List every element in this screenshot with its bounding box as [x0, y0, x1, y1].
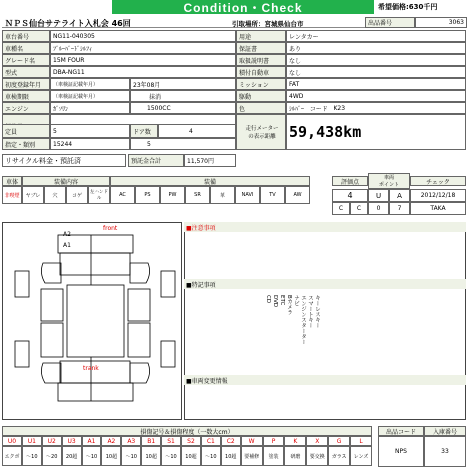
check-date: 2012/12/18: [420, 192, 456, 199]
legend-desc-item: 塗装: [268, 453, 279, 460]
color: ｼﾙﾊﾞｰ: [289, 105, 305, 113]
legend-code: C1: [206, 437, 215, 445]
legend-code: U3: [67, 437, 76, 445]
legend-desc-item: ～10: [85, 453, 98, 460]
first-reg: 23年08月: [133, 81, 161, 89]
lot-code-label: 出品コード: [385, 428, 416, 436]
option-item: スマートキー: [307, 295, 313, 328]
spec-label: エンジン: [5, 105, 29, 113]
eq-item: 左ハンドル: [90, 190, 108, 201]
legend-desc-item: 10超: [225, 453, 237, 460]
notes-panel: [184, 222, 466, 420]
legend-desc-item: レンズ: [353, 453, 369, 460]
equipment-row: [2, 186, 310, 204]
spec-label: 積付自動車: [239, 69, 270, 77]
recycle-fee-label: 預託金合計: [131, 158, 162, 165]
legend-code: U1: [27, 437, 36, 445]
model-code: DBA-NG11: [53, 68, 85, 76]
page-title: Condition・Check: [183, 0, 303, 15]
legend-code: A1: [87, 437, 96, 445]
eq-header: 装備: [203, 178, 216, 186]
recycle-label: リサイクル料金・預託済: [5, 156, 82, 165]
spec-label: 駆動: [239, 93, 252, 101]
odometer: 59,438km: [289, 123, 362, 141]
option-item: ETC: [279, 295, 285, 306]
pickup-place: 宮城県仙台市: [264, 20, 304, 28]
pickup-label: 引取場所：: [232, 20, 265, 28]
change-heading: ■車両変更情報: [186, 377, 228, 385]
title-bar: [112, 0, 374, 14]
legend-codes: [2, 436, 372, 446]
front-label: front: [103, 225, 118, 232]
legend-code: U0: [7, 437, 17, 445]
legend-desc-item: 10超: [105, 453, 118, 460]
legend-code: U2: [47, 437, 56, 445]
door-label: ドア数: [133, 128, 151, 136]
eq-item: 非喫煙: [4, 192, 20, 199]
legend-desc-item: ～20: [46, 453, 58, 460]
entry-label: 入庫番号: [432, 428, 457, 436]
grade-cell: 7: [397, 205, 402, 212]
special-heading: ■特記事項: [186, 281, 216, 289]
legend-desc-item: ～10: [125, 453, 137, 460]
grade-cell: C: [356, 205, 362, 212]
spec-label: 指定・類別: [5, 141, 36, 149]
legend-code: S2: [187, 437, 195, 445]
legend-desc-item: 10超: [185, 453, 197, 460]
legend-code: A3: [127, 437, 136, 445]
damage-mark: A1: [63, 242, 71, 249]
spec-label: 初度登録年月: [5, 81, 42, 89]
spec-sub: （車検証記載年月）: [53, 81, 99, 88]
displacement: 1500CC: [147, 104, 171, 112]
option-item: Bカメラ: [286, 295, 292, 316]
auction-round: 46回: [111, 19, 131, 28]
spec-label: ミッション: [239, 81, 269, 89]
doors: 4: [189, 127, 193, 135]
legend-code: B1: [147, 437, 156, 445]
legend-desc-item: ガラス: [331, 453, 347, 460]
lot-label: 出品番号: [368, 20, 393, 27]
capacity-label: 定員: [5, 128, 18, 136]
notes-heading: ■注意事項: [186, 224, 216, 232]
option-item: キーレスキー: [314, 295, 320, 328]
eq-item: ヤブレ: [25, 192, 41, 199]
spec-sub: （車検証記載年月）: [53, 93, 99, 100]
spec-label: 保証書: [239, 45, 258, 53]
eq-item: SR: [194, 192, 201, 198]
car-outline-svg: [3, 223, 181, 419]
warranty: あり: [289, 45, 302, 53]
option-item: エンジンスターター: [300, 295, 306, 345]
price-label: 希望価格:630千円: [378, 3, 438, 11]
legend-code: X: [315, 437, 320, 445]
damage-mark: A2: [63, 231, 71, 238]
legend-desc-item: ～10: [26, 453, 38, 460]
type-number: 15244: [53, 140, 73, 148]
eq-header: チェック: [426, 178, 450, 186]
eq-header: 車体: [5, 178, 18, 186]
legend-code: G: [336, 437, 342, 445]
exterior-grade-2: A: [397, 191, 402, 200]
legend-desc-item: 20超: [65, 453, 78, 460]
legend-desc-item: ～10: [205, 453, 217, 460]
recycle-fee: 11,570円: [187, 158, 214, 165]
color-code-label: コード: [309, 105, 328, 113]
exterior-grade: U: [375, 191, 382, 200]
legend-code: A2: [107, 437, 116, 445]
color-code: K23: [333, 104, 346, 112]
legend-code: S1: [167, 437, 175, 445]
spec-label: 取扱説明書: [239, 57, 270, 65]
legend-desc: [2, 446, 372, 466]
legend-code: L: [359, 437, 363, 445]
auction-name: ＮＰＳ仙台サテライト入札会: [5, 19, 109, 28]
inspector: TAKA: [430, 205, 446, 212]
lot-number: 3063: [448, 19, 464, 26]
legend-desc-item: ～10: [165, 453, 177, 460]
legend-desc-item: 要交換: [309, 453, 325, 460]
transmission: FAT: [289, 80, 300, 88]
legend-code: P: [271, 437, 276, 445]
odometer-label: 走行メーター: [245, 126, 279, 132]
eq-header: 装備内容: [53, 178, 78, 186]
legend-code: C2: [226, 437, 235, 445]
eq-item: 革: [219, 192, 225, 199]
trank-label: trank: [83, 365, 99, 372]
type-number-b: 5: [147, 140, 151, 148]
grade-cell: 0: [376, 205, 381, 212]
eq-header: 評価点: [340, 178, 359, 186]
eq-item: PW: [168, 192, 177, 198]
spec-label: 車検期限: [5, 93, 30, 101]
legend-desc-item: 要補修: [244, 453, 260, 460]
odometer-sub: の表示距離: [248, 134, 276, 140]
eq-item: AC: [119, 192, 126, 198]
option-item: CD: [265, 295, 271, 304]
grade: 15M FOUR: [53, 56, 85, 64]
eq-item: AW: [293, 192, 302, 198]
drive: 4WD: [289, 92, 304, 100]
spec-label: 色: [239, 105, 246, 113]
option-item: DVD: [272, 295, 278, 308]
manual: なし: [289, 57, 302, 65]
eq-item: コゲ: [71, 192, 82, 199]
eq-item: TV: [269, 192, 276, 198]
chassis-number: NG11-040305: [53, 32, 95, 40]
car-name: ﾌﾞﾙｰﾊﾞｰﾄﾞｼﾙﾌｨ: [53, 45, 93, 53]
fuel: ｶﾞｿﾘﾝ: [53, 105, 69, 113]
spec-label: 車台番号: [5, 33, 30, 41]
grade-cell: C: [338, 205, 344, 212]
legend-code: W: [248, 437, 255, 445]
options-list: [264, 295, 320, 375]
spec-label: 型式: [5, 69, 18, 77]
eq-item: PS: [144, 192, 151, 198]
eq-item: NAVI: [241, 192, 254, 198]
inspection: 抹消: [149, 93, 162, 101]
lot-code: NPS: [395, 448, 407, 455]
entry-number: 33: [441, 448, 449, 455]
option-item: ナビ: [293, 295, 299, 306]
usage: レンタカー: [289, 33, 319, 41]
eq-item: 穴: [52, 192, 58, 199]
damage-diagram: [2, 222, 182, 420]
legend-desc-item: エクボ: [4, 453, 20, 460]
spec-label: 用途: [239, 33, 252, 41]
legend-desc-item: 研磨: [290, 453, 301, 460]
capacity: 5: [53, 127, 57, 135]
spec-label: 車種名: [5, 45, 24, 53]
legend-desc-item: 10超: [145, 453, 157, 460]
legend-title: 損傷記号＆損傷程度（一数大cm）: [140, 428, 234, 436]
loaded: なし: [289, 69, 302, 77]
legend-code: K: [293, 437, 298, 445]
spec-label: グレード名: [5, 57, 36, 65]
score: 4: [347, 191, 353, 200]
